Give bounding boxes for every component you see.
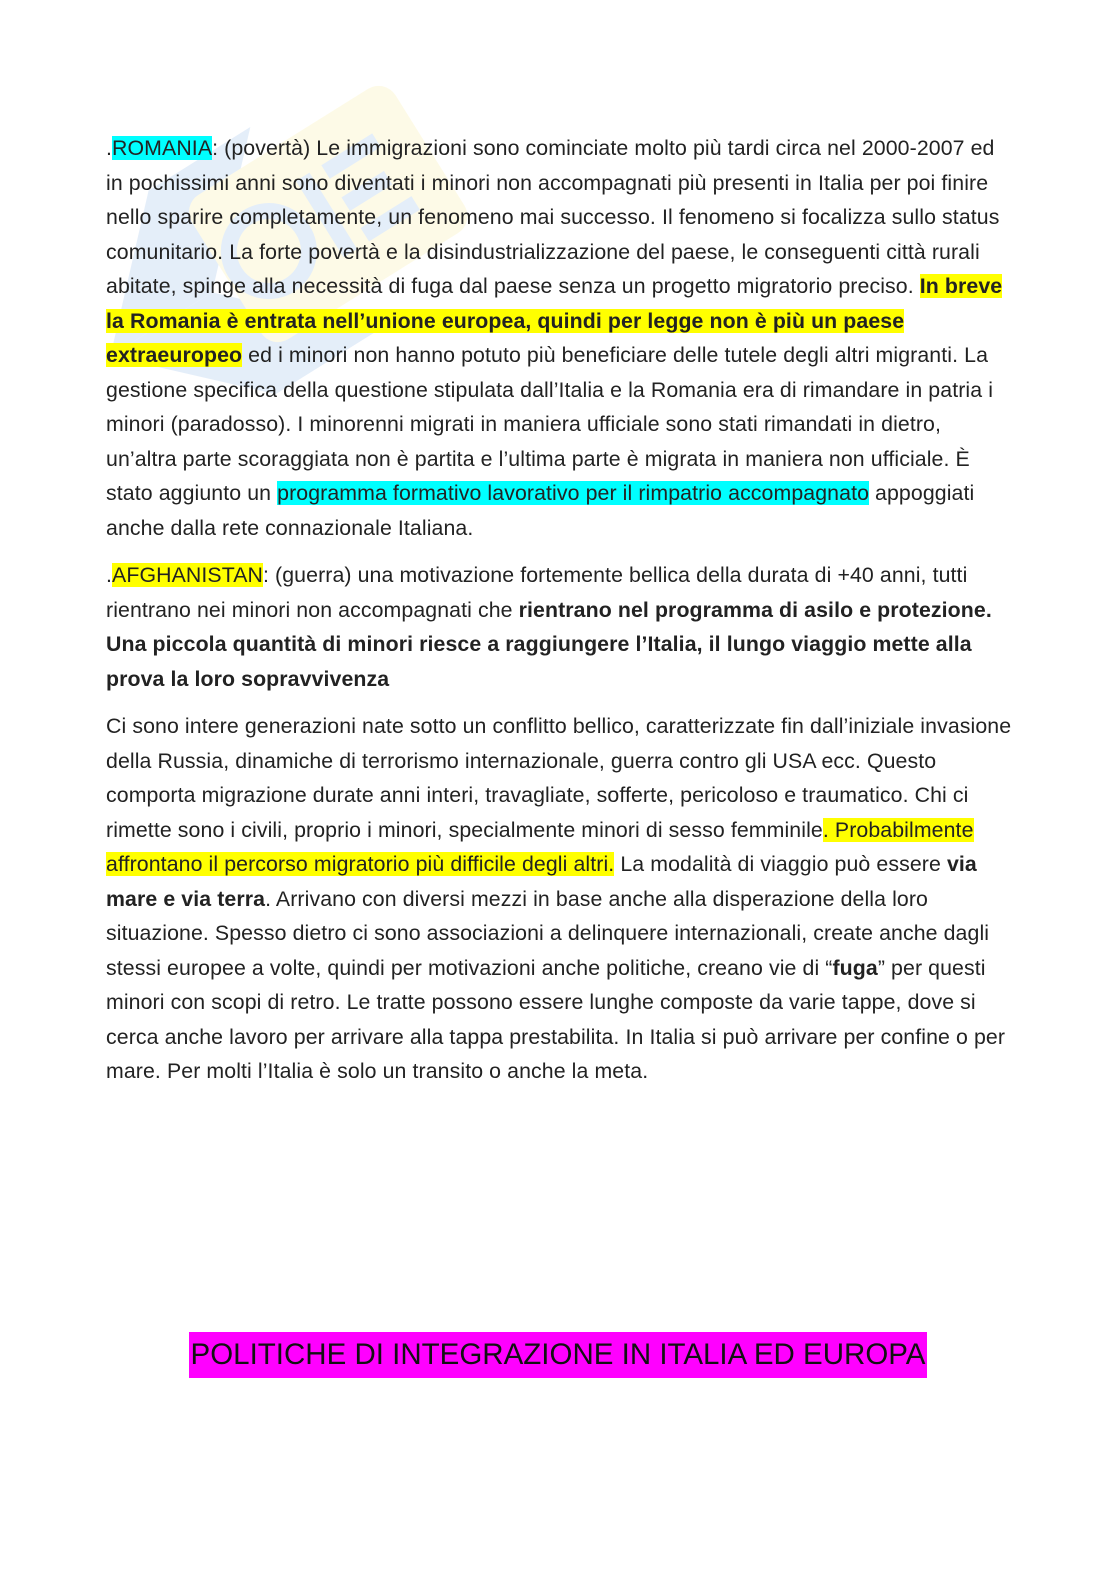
afghanistan-bold: rientrano nel programma di asilo e protezione. Una piccola quantità di minori riesce a raggiungere l’Italia, il lungo viaggio mette alla prova la loro sopravvivenza [106, 597, 992, 691]
generations-highlight-yellow: . Probabilmente affrontano il percorso migratorio più difficile degli altri. [106, 817, 974, 876]
romania-highlight-bold: In breve la Romania è entrata nell’unione europea, quindi per legge non è più un paese extraeuropeo [106, 274, 1003, 367]
paragraph-generations [106, 709, 1016, 1089]
paragraph-romania [106, 131, 1016, 545]
section-heading-wrap [0, 1332, 1116, 1378]
paragraph-afghanistan [106, 558, 1016, 696]
generations-bold-1: via mare e via terra [106, 852, 977, 911]
document-body [106, 131, 1016, 1102]
section-heading: POLITICHE DI INTEGRAZIONE IN ITALIA ED EUROPA [189, 1332, 928, 1378]
generations-bold-2: fuga [832, 955, 878, 980]
romania-text-3: appoggiati anche dalla rete connazionale Italiana. [106, 481, 975, 540]
generations-text-4: ” per questi minori con scopi di retro. Le tratte possono essere lunghe composte da varie tappe, dove si cerca anche lavoro per arrivare alla tappa prestabilita. In Italia si può arrivare per confine o per mare. Per molti l’Italia è solo un transito o anche la meta. [106, 955, 1006, 1083]
bullet-dot: . [106, 136, 113, 160]
generations-text-1: Ci sono intere generazioni nate sotto un conflitto bellico, caratterizzate fin dall’iniziale invasione della Russia, dinamiche di terrorismo internazionale, guerra contro gli USA ecc. Questo comporta migrazione durate anni interi, travagliate, sofferte, pericoloso e traumatico. Chi ci rimette sono i civili, proprio i minori, specialmente minori di sesso femminile [106, 714, 1012, 842]
romania-text-1: : (povertà) Le immigrazioni sono cominciate molto più tardi circa nel 2000-2007 ed in pochissimi anni sono diventati i minori non accompagnati più presenti in Italia per poi finire nello sparire completamente, un fenomeno mai successo. Il fenomeno si focalizza sullo status comunitario. La forte povertà e la disindustrializzazione del paese, le conseguenti città rurali abitate, spinge alla necessità di fuga dal paese senza un progetto migratorio preciso. [106, 136, 1000, 298]
bullet-dot: . [106, 563, 113, 587]
romania-text-2: ed i minori non hanno potuto più beneficiare delle tutele degli altri migranti. La gestione specifica della questione stipulata dall’Italia e la Romania era di rimandare in patria i minori (paradosso). I minorenni migrati in maniera ufficiale sono stati rimandati in dietro, un’altra parte scoraggiata non è partita e l’ultima parte è migrata in maniera non ufficiale. È stato aggiunto un [106, 343, 994, 505]
generations-text-2: La modalità di viaggio può essere [614, 852, 947, 876]
romania-highlight-cyan: programma formativo lavorativo per il rimpatrio accompagnato [277, 481, 870, 505]
generations-text-3: . Arrivano con diversi mezzi in base anche alla disperazione della loro situazione. Spesso dietro ci sono associazioni a delinquere internazionali, create anche dagli stessi europee a volte, quindi per motivazioni anche politiche, creano vie di “ [106, 886, 990, 980]
afghanistan-text-1: : (guerra) una motivazione fortemente bellica della durata di +40 anni, tutti rientrano nei minori non accompagnati che [106, 563, 968, 622]
country-label-afghanistan: AFGHANISTAN [112, 563, 264, 587]
country-label-romania: ROMANIA [112, 136, 213, 160]
